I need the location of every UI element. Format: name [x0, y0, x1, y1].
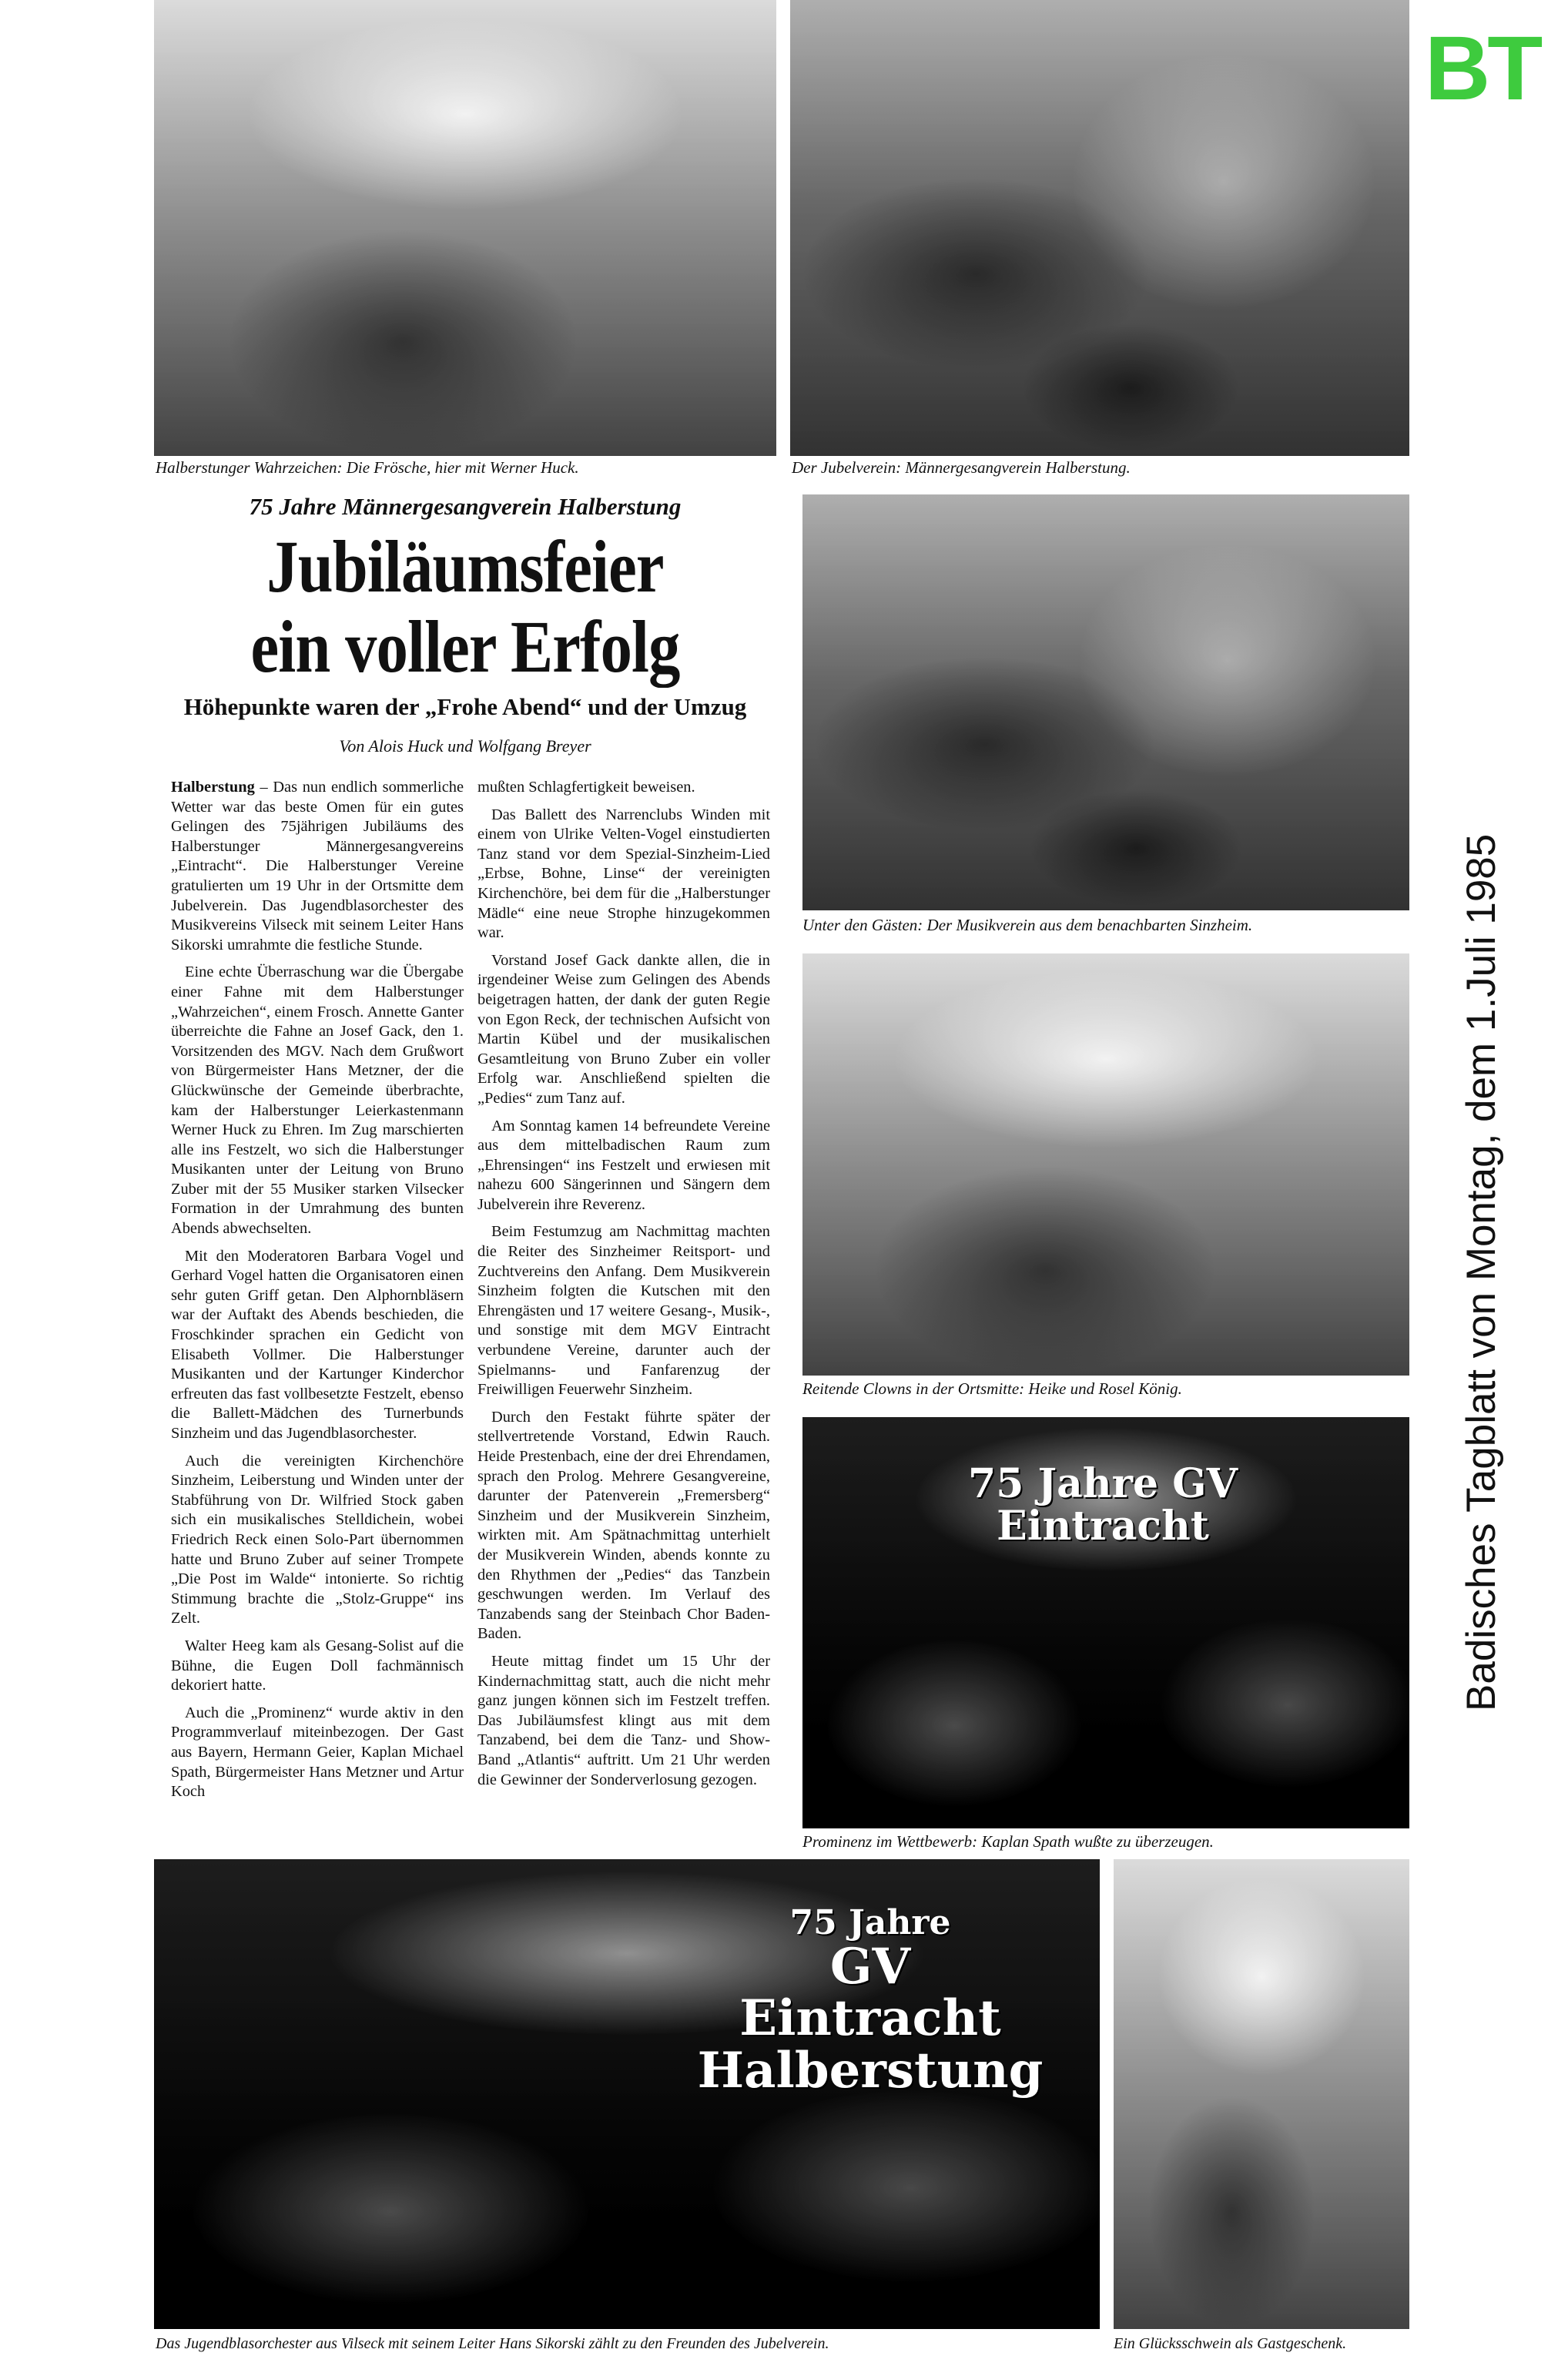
- prominenz-banner: 75 Jahre GV Eintracht: [968, 1460, 1238, 1550]
- paragraph-text: Am Sonntag kamen 14 befreundete Vereine aus dem mittelbadischen Raum zum „Ehrensingen“ ins Festzelt und erwiesen mit nahezu 600 Sängerinnen und Sängern dem Jubelverein ihre Reverenz.: [477, 1117, 770, 1213]
- caption-prominenz: Prominenz im Wettbewerb: Kaplan Spath wußte zu überzeugen.: [802, 1832, 1214, 1851]
- article-paragraph: [477, 1222, 770, 1399]
- caption-jubelverein: Der Jubelverein: Männergesangverein Halberstung.: [792, 458, 1131, 477]
- paragraph-text: mußten Schlagfertigkeit beweisen.: [477, 779, 695, 796]
- orchester-banner: [693, 1903, 1047, 2100]
- article-headline: [198, 527, 733, 687]
- article-dateline: Halberstung: [171, 779, 255, 796]
- source-line: Badisches Tagblatt von Montag, dem 1.Juli 1985: [1459, 833, 1504, 1711]
- article-column-1: [171, 778, 464, 1810]
- article-paragraph: [171, 1452, 464, 1629]
- article-paragraph: [477, 806, 770, 943]
- paragraph-text: Eine echte Überraschung war die Übergabe einer Fahne mit dem Halberstunger „Wahrzeichen“, einem Frosch. Annette Ganter überreichte die Fahne an Josef Gack, den 1. Vorsitzenden des MGV. Nach dem Grußwort von Bürgermeister Hans Metzner, der die Glückwünsche der Gemeinde überbrachte, kam der Halberstunger Leierkastenmann Werner Huck zu Ehren. Im Zug marschierten alle ins Festzelt, wo sich die Halberstunger Musikanten unter der Leitung von Bruno Zuber mit der 55 Musiker starken Vilsecker Formation in der Umrahmung des bunten Abends abwechselten.: [171, 963, 464, 1238]
- headline-line-2: ein voller Erfolg: [250, 605, 680, 688]
- caption-clowns: Reitende Clowns in der Ortsmitte: Heike und Rosel König.: [802, 1379, 1182, 1398]
- article-paragraph: [171, 1247, 464, 1444]
- photo-musikverein: [802, 494, 1409, 910]
- photo-orchester: [154, 1859, 1100, 2329]
- caption-orchester: Das Jugendblasorchester aus Vilseck mit seinem Leiter Hans Sikorski zählt zu den Freunden des Jubelverein.: [156, 2335, 829, 2352]
- paragraph-text: Durch den Festakt führte später der stellvertretende Vorstand, Edwin Rauch. Heide Prestenbach, eine der drei Ehrendamen, sprach den Prolog. Mehrere Gesangvereine, darunter der Patenverein „Fremersberg“ Sinzheim und der Musikverein Sinzheim, wirkten mit. Am Spätnachmittag unterhielt der Musikverein Winden, abends konnte zu den Rhythmen der „Pedies“ das Tanzbein geschwungen werden. Im Verlauf des Tanzabends sang der Steinbach Chor Baden-Baden.: [477, 1408, 770, 1643]
- orchester-banner-line-2: GV Eintracht: [739, 1938, 1001, 2048]
- article-subheadline: Höhepunkte waren der „Frohe Abend“ und der Umzug: [183, 693, 747, 720]
- article-paragraph: [477, 1117, 770, 1215]
- paragraph-text: – Das nun endlich sommerliche Wetter war das beste Omen für ein gutes Gelingen des 75jährigen Jubiläums des Halberstunger Männergesangvereins „Eintracht“. Die Halberstunger Vereine gratulierten um 19 Uhr in der Ortsmitte dem Jubelverein. Das Jugendblasorchester des Musikvereins Vilseck mit seinem Leiter Hans Sikorski umrahmte die festliche Stunde.: [171, 779, 464, 953]
- paragraph-text: Vorstand Josef Gack dankte allen, die in irgendeiner Weise zum Gelingen des Abends beigetragen hatten, der dank der guten Regie von Egon Reck, der technischen Aufsicht von Martin Kübel und der musikalischen Gesamtleitung von Bruno Zuber ein voller Erfolg war. Anschließend spielten die „Pedies“ zum Tanz auf.: [477, 951, 770, 1107]
- article-paragraph: [477, 1652, 770, 1790]
- article-paragraph: [171, 778, 464, 955]
- paragraph-text: Heute mittag findet um 15 Uhr der Kindernachmittag statt, auch die nicht mehr ganz jungen können sich im Festzelt treffen. Das Jubiläumsfest klingt aus mit dem Tanzabend, bei dem die Tanz- und Show-Band „Atlantis“ auftritt. Um 21 Uhr werden die Gewinner der Sonderverlosung gezogen.: [477, 1652, 770, 1788]
- paragraph-text: Auch die vereinigten Kirchenchöre Sinzheim, Leiberstung und Winden unter der Stabführung von Dr. Wilfried Stock gaben sich ein musikalisches Stelldichein, wobei Friedrich Reck einen Solo-Part übernommen hatte und Bruno Zuber auf seiner Trompete „Die Post im Walde“ intonierte. So richtig Stimmung brachte die „Stolz-Gruppe“ ins Zelt.: [171, 1452, 464, 1627]
- article-column-2: [477, 778, 770, 1798]
- bt-logo: BT: [1425, 18, 1540, 119]
- article-paragraph: [171, 1637, 464, 1696]
- photo-jubelverein: [790, 0, 1409, 456]
- paragraph-text: Mit den Moderatoren Barbara Vogel und Gerhard Vogel hatten die Organisatoren einen sehr guten Griff getan. Den Alphornbläsern war der Auftakt des Abends beschieden, die Froschkinder sprachen ein Gedicht von Elisabeth Vollmer. Die Halberstunger Musikanten und der Kartunger Kinderchor erfreuten das fast vollbesetzte Festzelt, ebenso die Ballett-Mädchen des Turnerbunds Sinzheim und das Jugendblasorchester.: [171, 1247, 464, 1442]
- paragraph-text: Auch die „Prominenz“ wurde aktiv in den Programmverlauf miteinbezogen. Der Gast aus Bayern, Hermann Geier, Kaplan Michael Spath, Bürgermeister Hans Metzner und Artur Koch: [171, 1704, 464, 1801]
- article-paragraph: [171, 1704, 464, 1802]
- article-paragraph: [171, 963, 464, 1238]
- paragraph-text: Beim Festumzug am Nachmittag machten die Reiter des Sinzheimer Reitsport- und Zuchtvereins den Anfang. Dem Musikverein Sinzheim folgten die Kutschen mit den Ehrengästen und 17 weitere Gesang-, Musik-, und sonstige mit dem MGV Eintracht verbundene Vereine, darunter auch der Spielmanns- und Fanfarenzug der Freiwilligen Feuerwehr Sinzheim.: [477, 1223, 770, 1399]
- paragraph-text: Das Ballett des Narrenclubs Winden mit einem von Ulrike Velten-Vogel einstudierten Tanz stand vor dem Spezial-Sinzheim-Lied „Erbse, Bohne, Linse“ der vereinigten Kirchenchöre, bei dem für die „Halberstunger Mädle“ eine neue Strophe hinzugekommen war.: [477, 806, 770, 942]
- caption-schwein: Ein Glücksschwein als Gastgeschenk.: [1114, 2335, 1347, 2352]
- orchester-banner-line-3: Halberstung: [697, 2041, 1044, 2100]
- article-paragraph: [477, 778, 770, 798]
- orchester-banner-line-1: 75 Jahre: [789, 1903, 951, 1942]
- caption-frogs: Halberstunger Wahrzeichen: Die Frösche, hier mit Werner Huck.: [156, 458, 579, 477]
- caption-musikverein: Unter den Gästen: Der Musikverein aus dem benachbarten Sinzheim.: [802, 916, 1253, 934]
- article-byline: Von Alois Huck und Wolfgang Breyer: [339, 736, 591, 756]
- photo-schwein: [1114, 1859, 1409, 2329]
- photo-frogs: [154, 0, 776, 456]
- photo-clowns: [802, 953, 1409, 1376]
- article-paragraph: [477, 951, 770, 1109]
- article-paragraph: [477, 1408, 770, 1644]
- paragraph-text: Walter Heeg kam als Gesang-Solist auf die Bühne, die Eugen Doll fachmännisch dekoriert hatte.: [171, 1637, 464, 1694]
- headline-line-1: Jubiläumsfeier: [266, 525, 664, 608]
- article-kicker: 75 Jahre Männergesangverein Halberstung: [249, 493, 682, 520]
- photo-prominenz: [802, 1417, 1409, 1828]
